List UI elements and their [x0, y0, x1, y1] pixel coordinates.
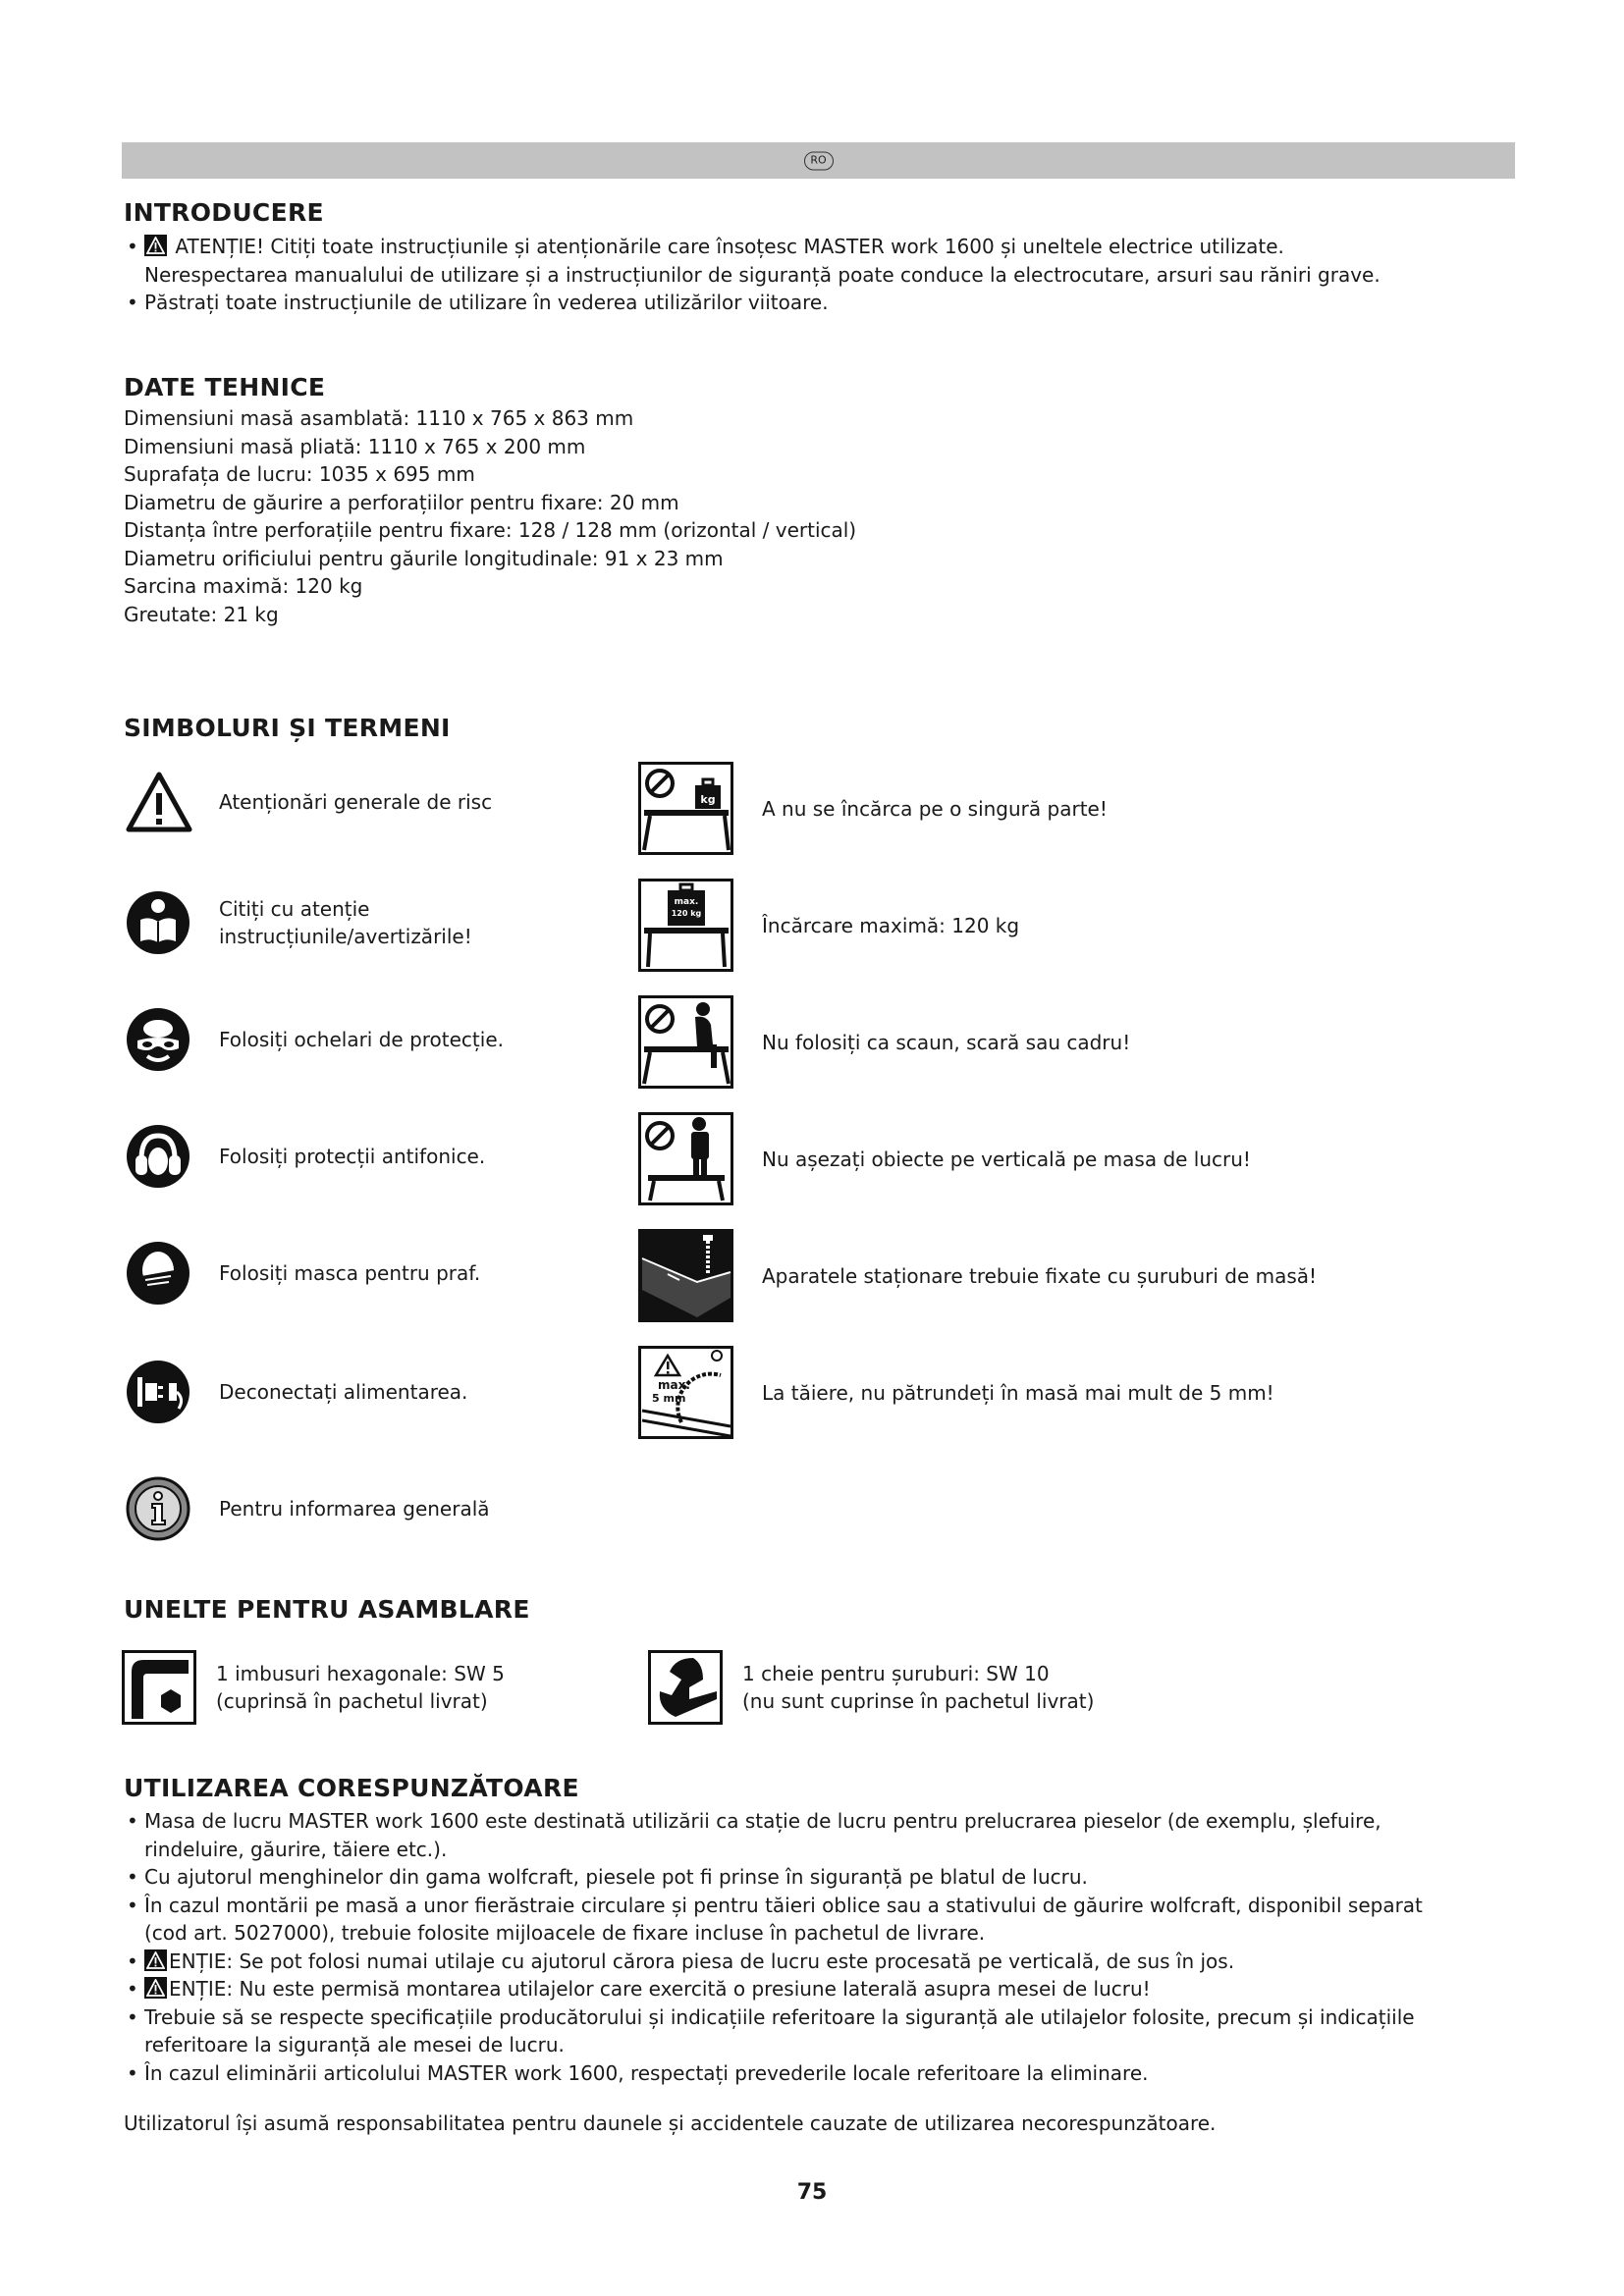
icon-text: max.	[674, 897, 699, 907]
saw-depth-icon	[638, 1346, 733, 1439]
intro-bullet1-line1: ATENȚIE! Citiți toate instrucțiunile și atenționările care însoțesc MASTER work 1600 și uneltele electrice utilizate.	[175, 235, 1284, 258]
symbol-label-line: instrucțiunile/avertizările!	[219, 925, 472, 948]
symbol-max-load	[638, 879, 1019, 972]
symbol-no-seat	[638, 995, 1130, 1089]
icon-text: 5 mm	[652, 1392, 686, 1405]
tech-line: Distanța între perforațiile pentru fixare: 128 / 128 mm (orizontal / vertical)	[124, 518, 857, 542]
usage-line: referitoare la siguranță ale mesei de lucru.	[144, 2033, 565, 2056]
page-number: 75	[796, 2180, 828, 2205]
one-side-load-prohibited-icon	[638, 762, 733, 855]
usage-line: În cazul montării pe masă a unor fierăstraie circulare și pentru tăieri oblice sau a stativului de găurire wolfcraft, disponibil separat	[144, 1893, 1423, 1917]
usage-line: Masa de lucru MASTER work 1600 este destinată utilizării ca stație de lucru pentru prelucrarea pieselor (de exemplu, șlefuire,	[144, 1809, 1381, 1833]
tools-title: UNELTE PENTRU ASAMBLARE	[124, 1595, 530, 1624]
icon-text: 120 kg	[671, 909, 702, 918]
usage-bullet: • În cazul eliminării articolului MASTER work 1600, respectați prevederile locale referitoare la eliminare.	[124, 2059, 1423, 2088]
symbol-fix-with-screws	[638, 1229, 1317, 1322]
symbol-label	[219, 895, 472, 950]
usage-line: Trebuie să se respecte specificațiile producătorului și indicațiile referitoare la siguranță ale utilajelor folosite, precum și indicațiile	[144, 2004, 1415, 2029]
usage-title: UTILIZAREA CORESPUNZĂTOARE	[124, 1774, 579, 1802]
usage-bullet: • Cu ajutorul menghinelor din gama wolfcraft, piesele pot fi prinse în siguranță pe blatul de lucru.	[124, 1863, 1423, 1892]
symbols-title: SIMBOLURI ȘI TERMENI	[124, 714, 451, 742]
ear-protection-icon	[126, 1124, 190, 1189]
tech-specs	[124, 404, 856, 628]
language-bar	[122, 142, 1515, 179]
usage-footer: Utilizatorul își asumă responsabilitatea pentru daunele și accidentele cauzate de utilizarea necorespunzătoare.	[124, 2111, 1217, 2135]
tool-wrench	[648, 1650, 1094, 1725]
read-manual-icon	[126, 890, 190, 955]
unplug-icon	[126, 1360, 190, 1424]
icon-text: kg	[700, 793, 716, 806]
symbol-goggles	[126, 1007, 504, 1072]
warning-icon	[144, 1977, 167, 1999]
symbol-label: Încărcare maximă: 120 kg	[762, 913, 1020, 937]
symbol-label: La tăiere, nu pătrundeți în masă mai mult de 5 mm!	[762, 1380, 1274, 1405]
tech-line: Suprafața de lucru: 1035 x 695 mm	[124, 462, 475, 486]
intro-title: INTRODUCERE	[124, 198, 324, 227]
no-standing-icon	[638, 1112, 733, 1205]
tool-label-line: 1 cheie pentru șuruburi: SW 10	[742, 1662, 1050, 1685]
tool-label-line: (nu sunt cuprinse în pachetul livrat)	[742, 1689, 1095, 1713]
symbol-read-manual	[126, 890, 472, 955]
symbol-label: Folosiți masca pentru praf.	[219, 1261, 481, 1285]
symbol-label: Atenționări generale de risc	[219, 790, 493, 814]
symbol-info	[126, 1476, 490, 1541]
usage-bullet	[124, 1807, 1423, 1863]
no-sitting-icon	[638, 995, 733, 1089]
wrench-icon	[648, 1650, 723, 1725]
warning-icon	[144, 235, 167, 256]
tech-title: DATE TEHNICE	[124, 373, 326, 401]
usage-line: ENȚIE: Se pot folosi numai utilaje cu ajutorul cărora piesa de lucru este procesată pe verticală, de sus în jos.	[169, 1949, 1235, 1973]
symbol-label: A nu se încărca pe o singură parte!	[762, 796, 1108, 821]
tool-label	[216, 1660, 505, 1715]
symbol-no-one-side-load	[638, 762, 1108, 855]
intro-bullet-warning	[124, 233, 1380, 289]
usage-line: rindeluire, găurire, tăiere etc.).	[144, 1837, 448, 1861]
intro-bullets	[124, 233, 1380, 317]
symbol-label: Folosiți ochelari de protecție.	[219, 1028, 504, 1051]
symbol-max-cut-depth	[638, 1346, 1274, 1439]
tech-line: Dimensiuni masă pliată: 1110 x 765 x 200 mm	[124, 434, 586, 458]
tool-label	[742, 1660, 1094, 1715]
tool-hex-key	[122, 1650, 505, 1725]
symbol-label: Nu așezați obiecte pe verticală pe masa de lucru!	[762, 1147, 1251, 1171]
usage-line: (cod art. 5027000), trebuie folosite mijloacele de fixare incluse în pachetul de livrare.	[144, 1921, 986, 1945]
symbol-general-risk	[126, 772, 492, 832]
hex-key-icon	[122, 1650, 196, 1725]
goggles-icon	[126, 1007, 190, 1072]
usage-bullets	[124, 1807, 1423, 2087]
warning-triangle-icon	[126, 772, 192, 832]
dust-mask-icon	[126, 1241, 190, 1306]
symbol-label: Folosiți protecții antifonice.	[219, 1145, 486, 1168]
usage-bullet	[124, 1892, 1423, 1948]
usage-bullet	[124, 2003, 1423, 2059]
tool-label-line: (cuprinsă în pachetul livrat)	[216, 1689, 488, 1713]
usage-bullet-warning	[124, 1975, 1423, 2003]
tech-line: Diametru orificiului pentru găurile longitudinale: 91 x 23 mm	[124, 546, 724, 570]
table-screw-icon	[638, 1229, 733, 1322]
tech-line: Sarcina maximă: 120 kg	[124, 574, 363, 598]
tech-line: Dimensiuni masă asamblată: 1110 x 765 x 863 mm	[124, 406, 634, 430]
symbol-label-line: Citiți cu atenție	[219, 897, 370, 921]
icon-text: max.	[658, 1378, 690, 1392]
tech-line: Greutate: 21 kg	[124, 602, 279, 626]
symbol-disconnect	[126, 1360, 467, 1424]
info-icon	[126, 1476, 190, 1541]
symbol-label: Aparatele staționare trebuie fixate cu șuruburi de masă!	[762, 1263, 1318, 1288]
symbol-label: Pentru informarea generală	[219, 1497, 490, 1521]
intro-bullet2: • Păstrați toate instrucțiunile de utilizare în vederea utilizărilor viitoare.	[124, 289, 1380, 317]
usage-line: ENȚIE: Nu este permisă montarea utilajelor care exercită o presiune laterală asupra mesei de lucru!	[169, 1977, 1151, 2001]
symbol-label: Nu folosiți ca scaun, scară sau cadru!	[762, 1030, 1131, 1054]
symbol-no-vertical-objects	[638, 1112, 1251, 1205]
tech-line: Diametru de găurire a perforațiilor pentru fixare: 20 mm	[124, 490, 679, 514]
language-badge: RO	[804, 151, 834, 170]
max-load-icon	[638, 879, 733, 972]
usage-bullet-warning	[124, 1948, 1423, 1976]
warning-icon	[144, 1949, 167, 1971]
symbol-dust-mask	[126, 1241, 480, 1306]
symbol-label: Deconectați alimentarea.	[219, 1380, 468, 1404]
symbol-ear-protection	[126, 1124, 485, 1189]
intro-bullet1-line2: Nerespectarea manualului de utilizare și a instrucțiunilor de siguranță poate conduce la electrocutare, arsuri sau răniri grave.	[144, 262, 1380, 287]
tool-label-line: 1 imbusuri hexagonale: SW 5	[216, 1662, 505, 1685]
